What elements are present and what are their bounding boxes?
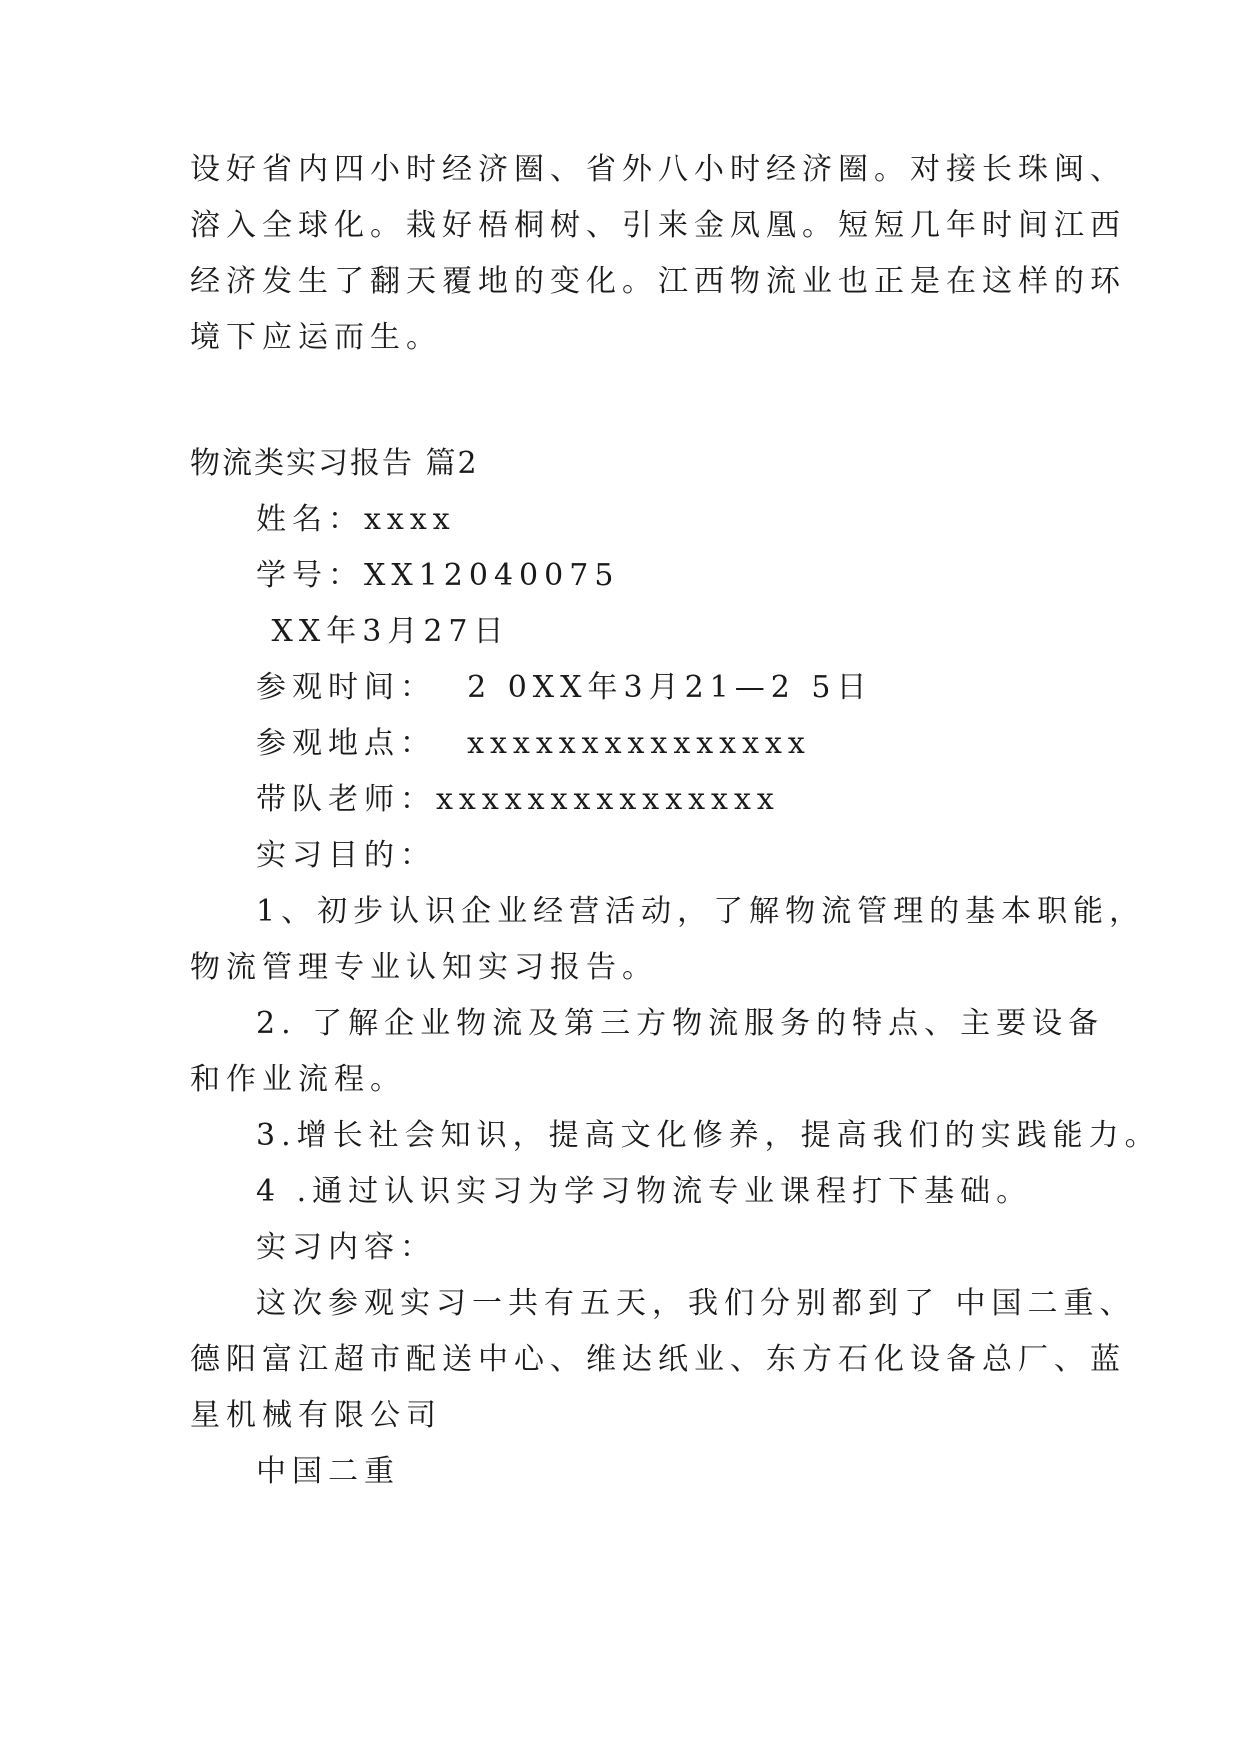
student-id-field: 学号：XX12040075	[256, 558, 620, 593]
purpose-item-2-cont: 和作业流程。	[190, 1062, 406, 1097]
name-field: 姓名：xxxx	[256, 502, 456, 537]
content-paragraph-line: 星机械有限公司	[190, 1398, 442, 1433]
purpose-item-2: 2. 了解企业物流及第三方物流服务的特点、主要设备	[256, 1006, 1105, 1041]
purpose-item-1: 1、初步认识企业经营活动，了解物流管理的基本职能，	[256, 894, 1146, 929]
content-heading: 实习内容：	[256, 1230, 436, 1265]
visit-location-field: 参观地点： xxxxxxxxxxxxxxx	[256, 726, 811, 761]
paragraph-line: 设好省内四小时经济圈、省外八小时经济圈。对接长珠闽、	[190, 152, 1126, 187]
date-line: XX年3月27日	[256, 614, 510, 649]
paragraph-line: 经济发生了翻天覆地的变化。江西物流业也正是在这样的环	[190, 264, 1126, 299]
paragraph-line: 溶入全球化。栽好梧桐树、引来金凤凰。短短几年时间江西	[190, 208, 1126, 243]
purpose-heading: 实习目的：	[256, 838, 436, 873]
teacher-field: 带队老师：xxxxxxxxxxxxxxx	[256, 782, 780, 817]
purpose-item-1-cont: 物流管理专业认知实习报告。	[190, 950, 658, 985]
paragraph-line: 境下应运而生。	[190, 320, 442, 355]
subsection-heading: 中国二重	[256, 1454, 400, 1489]
visit-time-field: 参观时间： 2 0XX年3月21—2 5日	[256, 670, 873, 705]
purpose-item-4: 4 .通过认识实习为学习物流专业课程打下基础。	[256, 1174, 1033, 1209]
content-paragraph-line: 德阳富江超市配送中心、维达纸业、东方石化设备总厂、蓝	[190, 1342, 1126, 1377]
content-paragraph-line: 这次参观实习一共有五天，我们分别都到了 中国二重、	[256, 1286, 1136, 1321]
purpose-item-3: 3.增长社会知识，提高文化修养，提高我们的实践能力。	[256, 1118, 1161, 1153]
section-heading: 物流类实习报告 篇2	[190, 446, 479, 481]
